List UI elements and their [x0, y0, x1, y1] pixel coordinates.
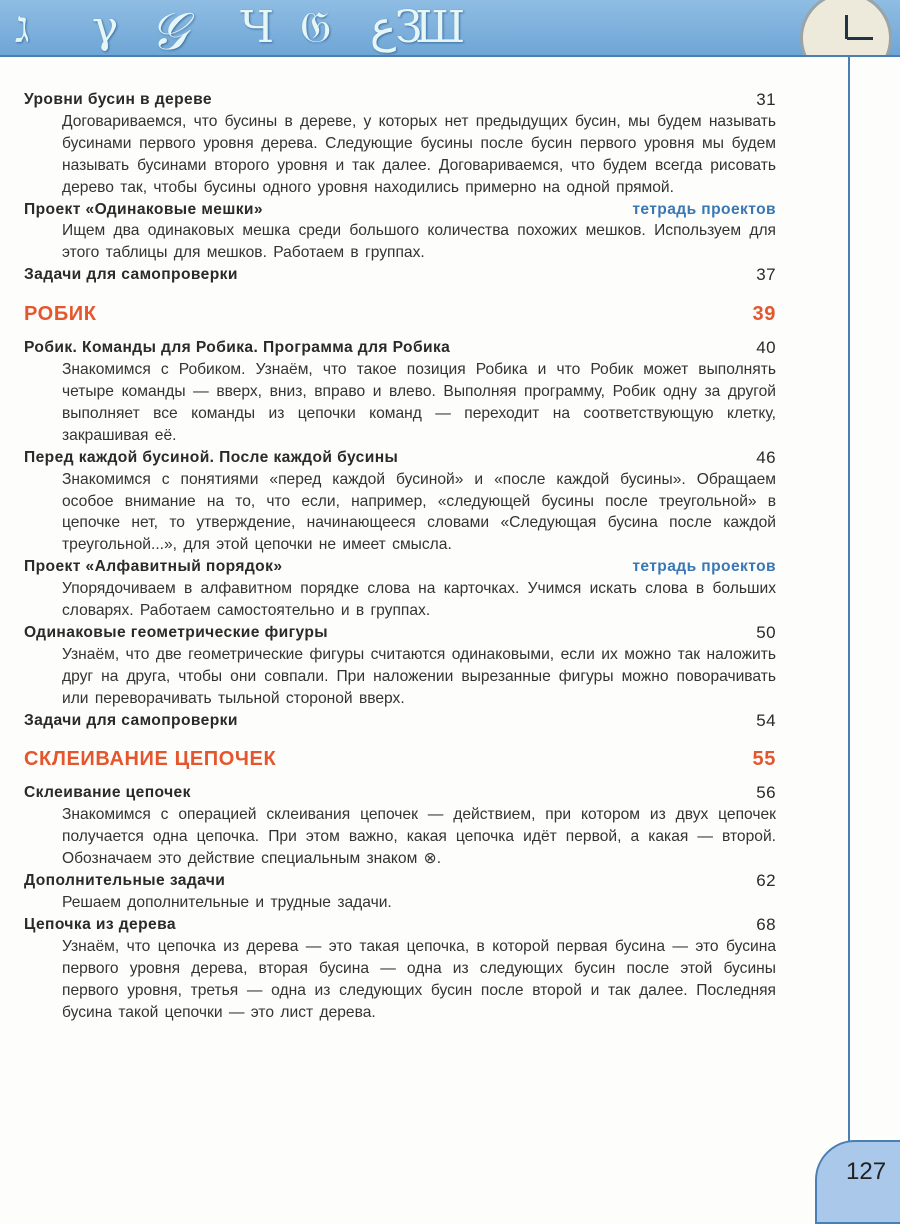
entry-title: Перед каждой бусиной. После каждой бусины	[24, 448, 399, 466]
entry-page: 68	[756, 914, 776, 934]
gamma-glyph-icon: γ	[92, 2, 119, 53]
entry-description: Ищем два одинаковых мешка среди большого количества похожих мешков. Используем для этого таблицы для мешков. Работаем в группах.	[62, 222, 776, 262]
gothic-g-glyph-icon: 𝔊	[300, 2, 332, 53]
entry-description: Знакомимся с операцией склеивания цепочек — действием, при котором из двух цепочек получается одна цепочка. При этом важно, какая цепочка идёт первой, а какая — второй. Обозначаем это действие специальным знаком ⊗.	[62, 806, 776, 868]
toc-entry	[24, 264, 776, 286]
entry-page: 40	[756, 338, 776, 358]
entry-description: Упорядочиваем в алфавитном порядке слова на карточках. Учимся искать слова в больших словарях. Работаем самостоятельно и в группах.	[62, 580, 776, 620]
script-g-glyph-icon: 𝒢	[150, 2, 188, 57]
toc-entry	[24, 870, 776, 914]
entry-title: Задачи для самопроверки	[24, 266, 238, 284]
margin-line	[848, 57, 850, 1142]
page-number: 127	[846, 1158, 887, 1185]
entry-title: Одинаковые геометрические фигуры	[24, 623, 329, 641]
section-page: 39	[752, 303, 776, 326]
toc-entry	[24, 622, 776, 710]
entry-description: Знакомимся с Робиком. Узнаём, что такое позиция Робика и что Робик может выполнять четыре команды — вверх, вниз, вправо и влево. Выполняя программу, Робик одну за другой выполняет все команды из цепочки команд — переходит на соответствующую клетку, закрашивая её.	[62, 361, 776, 444]
entry-title: Робик. Команды для Робика. Программа для Робика	[24, 339, 451, 357]
entry-page: 46	[756, 447, 776, 467]
letter-glyph-icon: ג	[15, 2, 30, 53]
sha-glyph-icon: Ш	[415, 2, 466, 53]
section-title: СКЛЕИВАНИЕ ЦЕПОЧЕК	[24, 748, 277, 771]
entry-title: Дополнительные задачи	[24, 872, 226, 890]
entry-page: 31	[756, 90, 776, 109]
toc-entry	[24, 556, 776, 622]
toc-entry	[24, 710, 776, 732]
entry-title: Проект «Алфавитный порядок»	[24, 558, 283, 576]
entry-title: Задачи для самопроверки	[24, 711, 238, 729]
entry-title: Склеивание цепочек	[24, 784, 191, 802]
entry-page: 50	[756, 622, 776, 642]
decorative-header-banner	[0, 0, 900, 57]
armenian-glyph-icon: Ч	[240, 2, 275, 53]
section-heading	[24, 301, 776, 327]
toc-entry	[24, 782, 776, 870]
toc-entry	[24, 89, 776, 199]
table-of-contents	[24, 89, 776, 1023]
project-notebook-label: тетрадь проектов	[632, 558, 776, 576]
entry-page: 56	[756, 783, 776, 803]
section-title: РОБИК	[24, 303, 97, 326]
entry-title: Уровни бусин в дереве	[24, 91, 212, 108]
entry-description: Решаем дополнительные и трудные задачи.	[62, 894, 392, 911]
section-heading	[24, 746, 776, 772]
project-notebook-label: тетрадь проектов	[632, 200, 776, 218]
section-page: 55	[752, 748, 776, 771]
entry-page: 37	[756, 265, 776, 285]
entry-title: Цепочка из дерева	[24, 915, 176, 933]
clock-icon	[800, 0, 892, 57]
toc-entry	[24, 337, 776, 447]
entry-title: Проект «Одинаковые мешки»	[24, 200, 263, 218]
entry-page: 54	[756, 710, 776, 730]
ze-glyph-icon: З	[395, 2, 423, 53]
arabic-glyph-icon: ع	[370, 2, 397, 53]
toc-entry	[24, 914, 776, 1024]
toc-entry	[24, 199, 776, 265]
entry-description: Договариваемся, что бусины в дереве, у которых нет предыдущих бусин, мы будем называть бусинами первого уровня дерева. Следующие бусины после бусин первого уровня мы будем называть бусинами второго уровня и так далее. Договариваемся, что будем всегда рисовать дерево так, чтобы бусины одного уровня находились примерно на одной прямой.	[62, 112, 776, 196]
entry-description: Знакомимся с понятиями «перед каждой бусиной» и «после каждой бусины». Обращаем особое внимание на то, что если, например, «следующей бусины после треугольной» в цепочке нет, то утверждение, начинающееся словами «Следующая бусина после каждой треугольной...», для этой цепочки не имеет смысла.	[62, 470, 776, 554]
entry-description: Узнаём, что две геометрические фигуры считаются одинаковыми, если их можно так наложить друг на друга, чтобы они совпали. При наложении вырезанные фигуры можно поворачивать или переворачивать тыльной стороной вверх.	[62, 645, 776, 707]
toc-entry	[24, 447, 776, 557]
entry-page: 62	[756, 871, 776, 891]
entry-description: Узнаём, что цепочка из дерева — это такая цепочка, в которой первая бусина — это бусина первого уровня дерева, вторая бусина — одна из следующих бусин после этой бусины первого уровня, третья — одна из следующих бусин после второй и так далее. Последняя бусина такой цепочки — это лист дерева.	[62, 937, 776, 1021]
